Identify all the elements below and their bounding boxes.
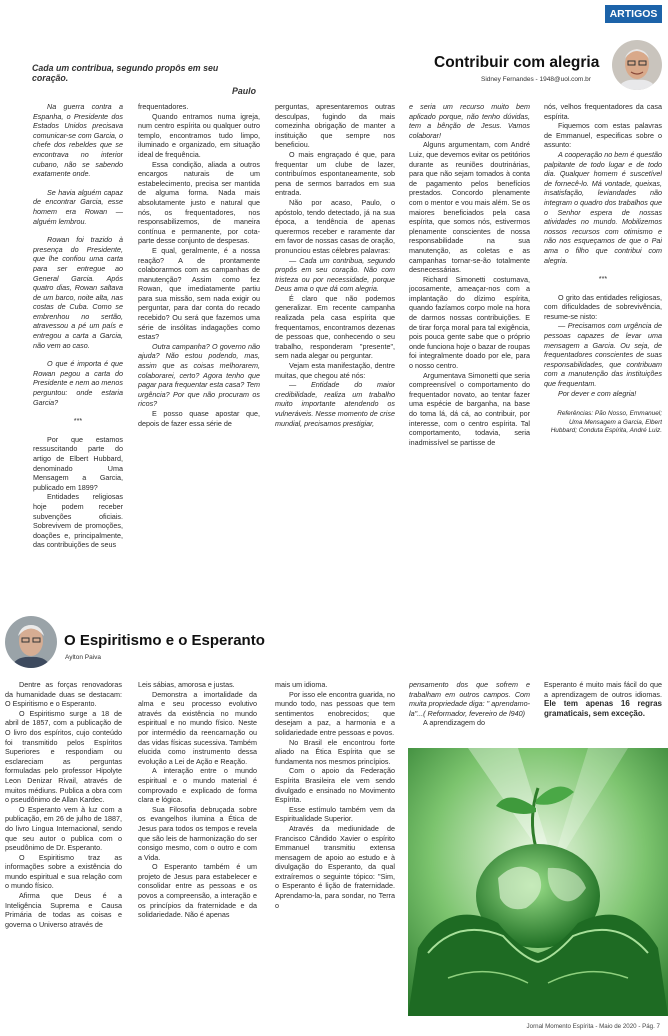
paragraph: frequentadores. — [138, 102, 189, 111]
paragraph: Esperanto é muito mais fácil do que a aprendizagem de outros idiomas. — [544, 680, 662, 699]
paragraph: O Espiritismo surge a 18 de abril de 1857, com a publicação de O livro dos espíritos, cujo conteúdo foi transmitido pelos Espíritos Superiores e respondiam ou esclareciam as perguntas formuladas pelo professor Hipolyte Leon Denizar Rivail, através de muitos médiuns. Publica a obra com o pseudônimo de Allan Kardec. — [5, 708, 122, 805]
paragraph: Vejam esta manifestação, dentre muitas, que chegou até nós: — [275, 361, 395, 380]
paragraph: e seria um recurso muito bem aplicado porque, não tenho dúvidas, tem a bênção de Jesus. Vamos colaborar! — [409, 102, 530, 140]
paragraph: Por isso ele encontra guarida, no mundo todo, nas pessoas que tem sentimentos enobrecidos; que desejam a paz, a harmonia e a solidariedade entre pessoas e povos. — [275, 689, 395, 737]
author-photo — [612, 40, 662, 90]
article2-column-3 — [275, 680, 395, 1020]
paragraph: Leis sábias, amorosa e justas. — [138, 680, 235, 689]
paragraph: Por dever e com alegria! — [558, 388, 637, 398]
paragraph: Essa condição, aliada a outros encargos naturais de um estabelecimento, precisa ser mantida de alguma forma. Nada mais absolutamente justo e natural que nós, os frequentadores, nos responsabilizemos, de maneira contínua e permanente, por cota-parte desse conjunto de despesas. — [138, 159, 260, 246]
author-photo — [5, 616, 57, 668]
paragraph: E posso quase apostar que, depois de fazer essa série de — [138, 409, 260, 428]
article2-column-5 — [544, 680, 662, 746]
paragraph: E qual, geralmente, é a nossa reação? A de prontamente colaborarmos com as campanhas de manutenção? Assim como fez Rowan, que imediatamente partiu para sua missão, sem nada exigir ou perguntar, para dar conta do recado recebido? Ou será que fazemos uma série de insólitas indagações como estas? — [138, 245, 260, 342]
page-footer: Jornal Momento Espírita - Maio de 2020 - Pág. 7 — [526, 1023, 660, 1030]
paragraph: O Esperanto também é um projeto de Jesus para estabelecer e consolidar entre as pessoas e os povos a compreensão, a interação e os princípios da fraternidade e da solidariedade. Não é apenas — [138, 862, 257, 920]
references: Referências: Pão Nosso, Emmanuel; Uma Mensagem a Garcia, Elbert Hubbard; Conduta Espírita, André Luiz. — [550, 410, 662, 435]
quote: — Precisamos com urgência de pessoas capazes de levar uma mensagem a Garcia. Ou seja, de frequentadores conscientes de suas responsabilidades, que contribuam com a manutenção das instituições que frequentam. — [544, 321, 662, 389]
paragraph: Com o apoio da Federação Espírita Brasileira ele vem sendo divulgado e ensinado no Movimento Espírita. — [275, 766, 395, 805]
paragraph: nós, velhos frequentadores da casa espírita. — [544, 102, 662, 121]
paragraph: O Espiritismo traz as informações sobre a existência do mundo espiritual e sua relação com o mundo físico. — [5, 852, 122, 891]
quote: — Entidade do maior credibilidade, realiza um trabalho muito importante atendendo os vulneráveis. Nesse momento de crise mundial, precisamos prestigiar, — [275, 380, 395, 428]
epigraph-author: Paulo — [232, 86, 256, 96]
paragraph: pensamento dos que sofrem e trabalham em outros campos. Com muita propriedade diga: " aprendamo-la"...( Reformador, fevereiro de l940) — [409, 680, 530, 718]
article1-column-1 — [33, 102, 123, 578]
paragraph-bold: Ele tem apenas 16 regras gramaticais, sem exceção. — [544, 699, 662, 718]
paragraph: Alguns argumentam, com André Luiz, que devemos evitar os petitórios durante as reuniões doutrinárias, para que não sejam tomados à conta de pagamento pelos benefícios prestados. Concordo plenamente com o mentor e vou mais além. Se os maiores beneficiados pela casa espírita, que somos nós, estivermos plenamente conscientes de nossa responsabilidade na sua manutenção, as coletas e as campanhas tornar-se-ão totalmente desnecessárias. — [409, 140, 530, 275]
paragraph: perguntas, apresentaremos outras desculpas, fugindo da mais comezinha obrigação de manter a instituição que sempre nos beneficiou. — [275, 102, 395, 150]
paragraph: Se havia alguém capaz de encontrar Garcia, esse homem era Rowan — alguém lembrou. — [33, 187, 123, 226]
paragraph: O mais engraçado é que, para frequentar um clube de lazer, contribuímos espontaneamente, sob pena de sermos barrados em sua entrada. — [275, 149, 395, 198]
paragraph: Fiquemos com estas palavras de Emmanuel, especificas sobre o assunto: — [544, 121, 662, 150]
article-byline: Sidney Fernandes - 1948@uol.com.br — [481, 76, 591, 83]
paragraph: Através da mediunidade de Francisco Cândido Xavier o espírito Emmanuel transmitiu extensa mensagem de apoio ao estudo e à divulgação do Esperanto, da qual extraíremos o seguinte tópico: "Sim, o Esperanto é lição de fraternidade. Aprendamo-la, para sondar, no Terra o — [275, 823, 395, 910]
article2-column-2 — [138, 680, 257, 1020]
article1-column-5 — [544, 102, 662, 578]
quote: A cooperação no bem é questão palpitante de todo lugar e de todo dia. Qualquer homem é suscetível de fornecê-lo. Má vontade, queixas, insatisfação, leviandades não integram o quadro dos trabalhos que o Senhor espera de nossas atividades no mundo. Mobilizemos nossos recursos com otimismo e não nos esqueçamos de que o Pai ama o filho que contribui com alegria. — [544, 149, 662, 265]
epigraph-text: Cada um contribua, segundo propôs em seu coração. — [32, 63, 219, 83]
paragraph: Demonstra a imortalidade da alma e seu processo evolutivo através da existência no mundo espiritual e no mundo físico. Neste por intermédio da reencarnação ou das vidas físicas sucessiva. Também elucida como instrumento dessa evolução a Lei de Ação e Reação. — [138, 689, 257, 766]
paragraph: Dentre as forças renovadoras da humanidade duas se destacam: O Espiritismo e o Esperanto. — [5, 680, 122, 709]
article-title: O Espiritismo e o Esperanto — [64, 632, 265, 649]
separator: *** — [598, 274, 608, 284]
paragraph: Argumentava Simonetti que seria compreensível o comportamento do frequentador novato, ao tentar fazer uma espécie de barganha, na base do toma lá, dá cá, ao contribuir, por interesse, com o centro espírita. Tal comportamento, todavia, seria inadmissível se partisse de — [409, 370, 530, 447]
paragraph: A aprendizagem do — [423, 718, 485, 728]
paragraph: Quando entramos numa igreja, num centro espírita ou qualquer outro templo, encontramos tudo limpo, iluminado e organizado, em situação ideal de frequência. — [138, 111, 260, 159]
article1-column-3 — [275, 102, 395, 578]
separator: *** — [73, 416, 83, 426]
paragraph: A interação entre o mundo espiritual e o mundo material é comprovado e explicado de forma clara e lógica. — [138, 766, 257, 805]
hands-globe-illustration — [408, 748, 668, 1016]
paragraph: Não por acaso, Paulo, o apóstolo, tendo detectado, já na sua época, a tendência de apenas querermos receber e raramente dar em favor de nossas casas de oração, pronunciou estas célebres palavras: — [275, 197, 395, 255]
article1-column-4 — [409, 102, 530, 578]
paragraph: Esse estímulo também vem da Espiritualidade Superior. — [275, 804, 395, 824]
paragraph: mais um idioma. — [275, 680, 328, 689]
paragraph: Outra campanha? O governo não ajuda? Não estou podendo, mas, assim que as coisas melhorarem, colaborarei, certo? Agora tenho que pagar para frequentar esta casa? Tem urgência? Por que não procuram os ricos? — [138, 341, 260, 409]
paragraph: É claro que não podemos generalizar. Em recente campanha realizada pela casa espírita que frequentamos, encontramos dezenas de pessoas que, conhecendo o seu trabalho, responderam "presente", sem nada alegar ou perguntar. — [275, 293, 395, 361]
article-byline: Aylton Paiva — [65, 654, 102, 661]
paragraph: No Brasil ele encontrou forte aliado na Ética Espírita que se fundamenta nos mesmos princípios. — [275, 737, 395, 766]
paragraph: O Esperanto vem à luz com a publicação, em 26 de julho de 1887, do livro Lingua Internacional, sendo que seu autor o publica com o pseudônimo de Dr. Esperanto. — [5, 804, 122, 853]
paragraph: O que é importa é que Rowan pegou a carta do Presidente e nem ao menos perguntou: onde estaria Garcia? — [33, 359, 123, 407]
paragraph: Sua Filosofia debruçada sobre os evangelhos ilumina a Ética de Jesus para todos os tempos e revela que são leis de harmonização do ser consigo mesmo, com o outro e com a Vida. — [138, 804, 257, 862]
epigraph — [32, 63, 256, 96]
quote: — Cada um contribua, segundo propôs em seu coração. Não com tristeza ou por necessidade, porque Deus ama o que dá com alegria. — [275, 255, 395, 294]
paragraph: O grito das entidades religiosas, com dificuldades de sobrevivência, resume-se nisto: — [544, 292, 662, 321]
article2-column-1 — [5, 680, 122, 1020]
paragraph: Afirma que Deus é a Inteligência Suprema e Causa Primária de todas as coisas e governa o Universo através de — [5, 891, 122, 929]
article-title: Contribuir com alegria — [434, 54, 600, 71]
article2-column-4 — [409, 680, 530, 746]
paragraph: Entidades religiosas hoje podem receber subvenções oficiais. Sobrevivem de promoções, doações e, principalmente, das contribuições de seus — [33, 492, 123, 550]
paragraph: Na guerra contra a Espanha, o Presidente dos Estados Unidos precisava comunicar-se com Garcia, o chefe dos rebeldes que se encontrava no interior cubano, não se sabendo exatamente onde. — [33, 102, 123, 179]
article1-column-2 — [138, 102, 260, 578]
paragraph: Richard Simonetti costumava, jocosamente, ameaçar-nos com a implantação do dízimo espírita, quando fazíamos corpo mole na hora de darmos nossas contribuições. E de tirar força moral para tal exigência, pois pouca gente sabe que o próprio onde funciona hoje o bazar de roupas foi integralmente doado por ele, para o nosso centro. — [409, 274, 530, 371]
paragraph: Por que estamos ressuscitando parte do artigo de Elbert Hubbard, denominado Uma Mensagem a Garcia, publicado em 1899? — [33, 434, 123, 492]
section-tag: ARTIGOS — [605, 5, 662, 23]
paragraph: Rowan foi trazido à presença do Presidente, que lhe confiou uma carta para ser entregue ao General Garcia. Após quatro dias, Rowan saltava de um barco, noite alta, nas costas de Cuba. Como se embrenhou no sertão, atravessou a pé um país e entregou a carta a Garcia, não vem ao caso. — [33, 235, 123, 350]
